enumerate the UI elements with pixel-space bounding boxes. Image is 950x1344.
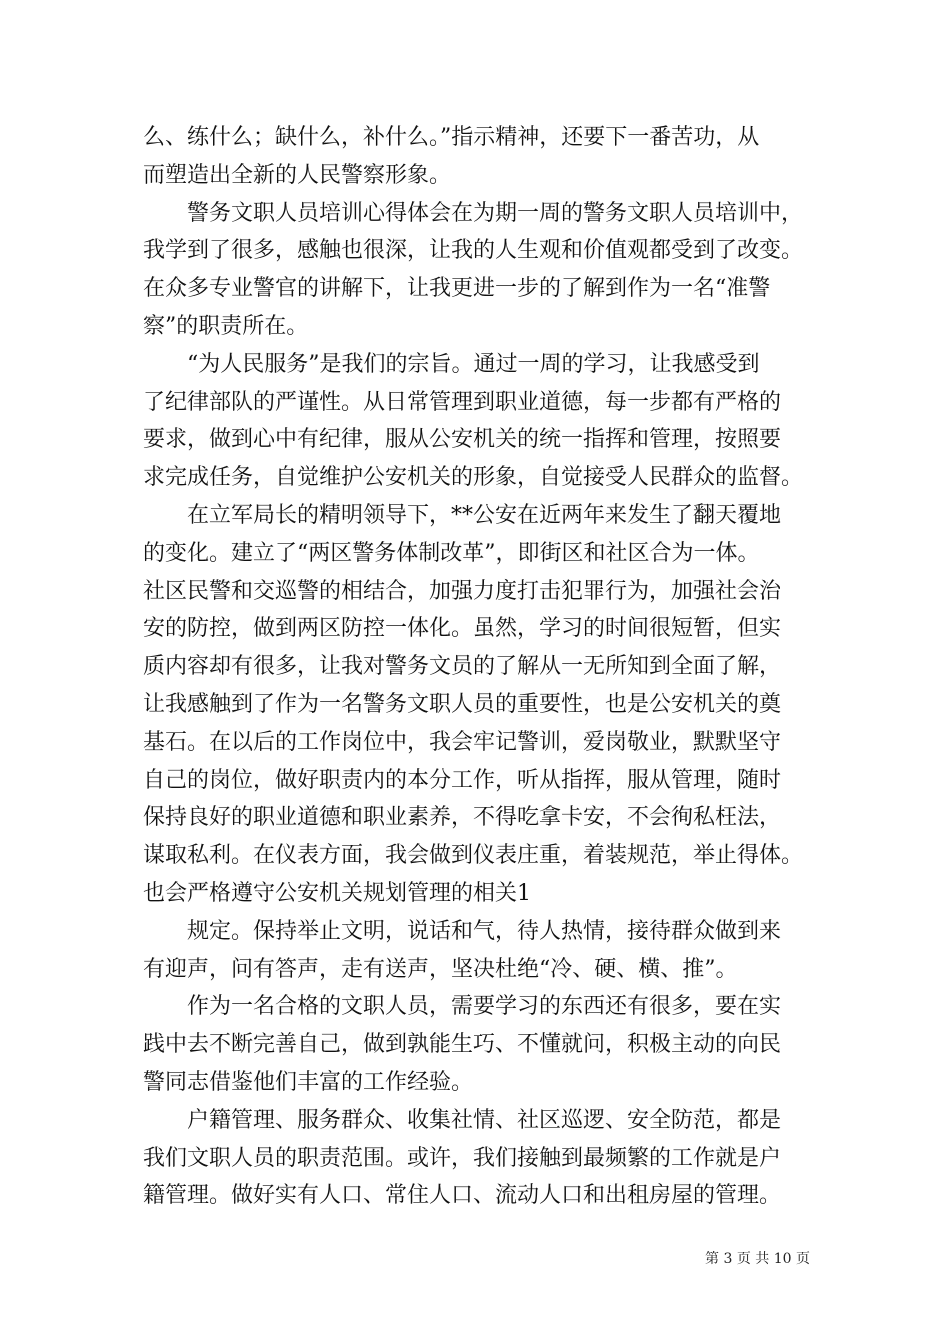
text-line: 安的防控，做到两区防控一体化。虽然，学习的时间很短暂，但实 (143, 616, 782, 642)
text-line: 警务文职人员培训心得体会在为期一周的警务文职人员培训中， (187, 200, 804, 226)
text-line: 作为一名合格的文职人员，需要学习的东西还有很多，要在实 (187, 994, 782, 1020)
text-line: 基石。在以后的工作岗位中，我会牢记警训，爱岗敬业，默默坚守 (143, 729, 782, 755)
text-line: 社区民警和交巡警的相结合，加强力度打击犯罪行为，加强社会治 (143, 578, 782, 604)
text-line: 自己的岗位，做好职责内的本分工作，听从指挥，服从管理，随时 (143, 767, 782, 793)
text-line: 警同志借鉴他们丰富的工作经验。 (143, 1069, 474, 1095)
text-line: 质内容却有很多，让我对警务文员的了解从一无所知到全面了解， (143, 654, 782, 680)
text-line: 要求，做到心中有纪律，服从公安机关的统一指挥和管理，按照要 (143, 427, 782, 453)
text-line: 户籍管理、服务群众、收集社情、社区巡逻、安全防范，都是 (187, 1107, 782, 1133)
page-number-footer: 第 3 页 共 10 页 (705, 1251, 810, 1267)
text-line: “为人民服务”是我们的宗旨。通过一周的学习，让我感受到 (187, 351, 760, 377)
text-line: 也会严格遵守公安机关规划管理的相关1 (143, 880, 531, 906)
text-line: 规定。保持举止文明，说话和气，待人热情，接待群众做到来 (187, 918, 782, 944)
text-line: 而塑造出全新的人民警察形象。 (143, 162, 452, 188)
text-line: 让我感触到了作为一名警务文职人员的重要性，也是公安机关的奠 (143, 691, 782, 717)
text-line: 保持良好的职业道德和职业素养，不得吃拿卡安，不会徇私枉法， (143, 805, 782, 831)
text-line: 求完成任务，自觉维护公安机关的形象，自觉接受人民群众的监督。 (143, 465, 804, 491)
text-line: 谋取私利。在仪表方面，我会做到仪表庄重，着装规范，举止得体。 (143, 843, 804, 869)
text-line: 籍管理。做好实有人口、常住人口、流动人口和出租房屋的管理。 (143, 1183, 782, 1209)
document-body (143, 119, 809, 1215)
text-line: 我学到了很多，感触也很深，让我的人生观和价值观都受到了改变。 (143, 238, 804, 264)
text-line: 的变化。建立了“两区警务体制改革”，即街区和社区合为一体。 (143, 540, 760, 566)
text-line: 践中去不断完善自己，做到孰能生巧、不懂就问，积极主动的向民 (143, 1032, 782, 1058)
text-line: 了纪律部队的严谨性。从日常管理到职业道德，每一步都有严格的 (143, 389, 782, 415)
text-line: 么、练什么；缺什么，补什么。”指示精神，还要下一番苦功，从 (143, 125, 760, 150)
text-line: 察”的职责所在。 (143, 313, 309, 339)
text-line: 在众多专业警官的讲解下，让我更进一步的了解到作为一名“准警 (143, 276, 771, 302)
text-line: 有迎声，问有答声，走有送声，坚决杜绝“冷、硬、横、推”。 (143, 956, 738, 982)
text-line: 在立军局长的精明领导下，**公安在近两年来发生了翻天覆地 (187, 502, 782, 528)
text-line: 我们文职人员的职责范围。或许，我们接触到最频繁的工作就是户 (143, 1145, 782, 1171)
